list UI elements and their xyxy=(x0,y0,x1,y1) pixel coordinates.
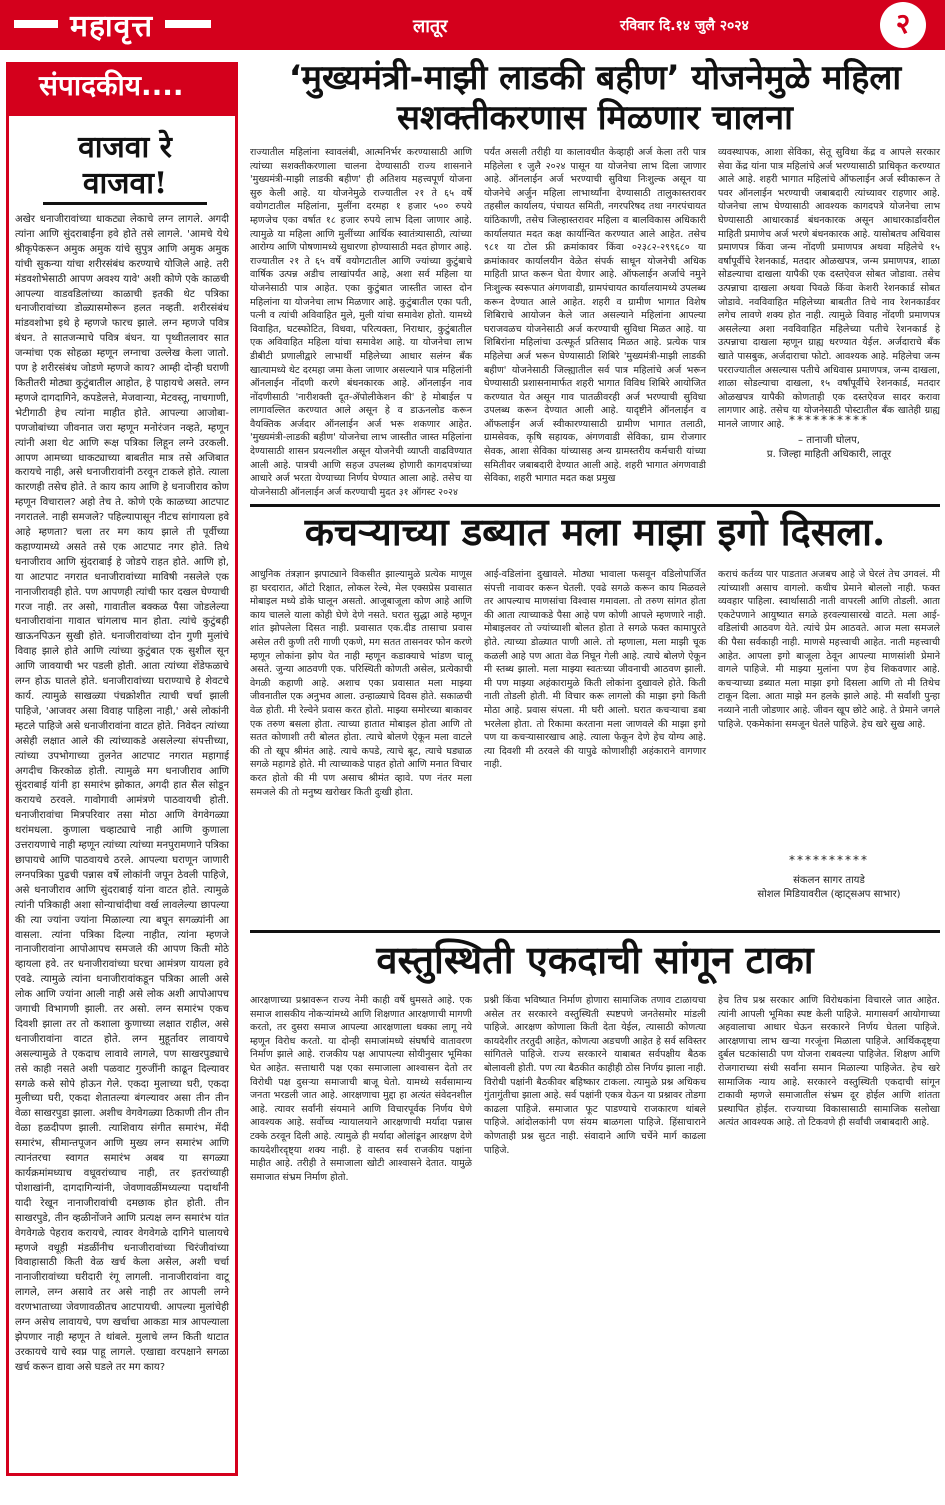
article2-col1: आधुनिक तंत्रज्ञान झपाट्याने विकसीत झाल्यामुळे प्रत्येक माणूस हा घरदारात, ऑटो रिक्षात, लोकल रेल्वे, मेल एक्सप्रेस प्रवासात मोबाइल मध्ये डोके घालून असतो. आजूबाजूला कोण आहे आणि काय चालले याला कोही घेणे देणे नसते. घरात सुद्धा आहे म्हणून शांत झोपलेला दिसत नाही. प्रवासात एक.दीड तासाचा प्रवास असेल तरी कुणी तरी गाणी एकणे, मग सतत तासनवर फोन करणे म्हणून लोकांना झोप येत नाही म्हणून कडाक्याचे भांडण चालू असते. जुन्या आठवणी एक. परिस्थिती कोणती असेल, प्रत्येकाची वेगळी कहाणी आहे. अशाच एका प्रवासात मला माझ्या जीवनातील एक अनुभव आला. उन्हाळ्याचे दिवस होते. सकाळची वेळ होती. मी रेल्वेने प्रवास करत होतो. माझ्या समोरच्या बाकावर एक तरुण बसला होता. त्याच्या हातात मोबाइल होता आणि तो सतत कोणाशी तरी बोलत होता. त्याचे बोलणे ऐकून मला वाटले की तो खूप श्रीमंत आहे. त्याचे कपडे, त्याचे बूट, त्याचे घड्याळ सगळे महागडे होते. मी त्याच्याकडे पाहत होतो आणि मनात विचार करत होतो की मी पण असाच श्रीमंत व्हावे. पण नंतर मला समजले की तो मनुष्य खरोखर किती दुःखी होता. xyxy=(250,569,472,798)
article2-col3 xyxy=(718,568,940,924)
article2-col2: आई-वडिलांना दुखावले. मोठ्या भावाला फसवून वडिलोपार्जित संपत्ती नावावर करून घेतली. एवढे सगळे करून काय मिळवले तर आपल्याच माणसांचा विश्वास गमावला. तो तरुण सांगत होता की आता त्याच्याकडे पैसा आहे पण कोणी आपले म्हणणारे नाही. मोबाइलवर तो ज्यांच्याशी बोलत होता ते सगळे फक्त कामापुरते होते. त्याच्या डोळ्यात पाणी आले. तो म्हणाला, मला माझी चूक कळली आहे पण आता वेळ निघून गेली आहे. त्याचे बोलणे ऐकून मी स्तब्ध झालो. मला माझ्या स्वतःच्या जीवनाची आठवण झाली. मी पण माझ्या अहंकारामुळे किती लोकांना दुखावले होते. किती नाती तोडली होती. मी विचार करू लागलो की माझा इगो किती मोठा आहे. प्रवास संपला. मी घरी आलो. घरात कचऱ्याचा डबा भरलेला होता. तो रिकामा करताना मला जाणवले की माझा इगो पण या कचऱ्यासारखाच आहे. त्याला फेकून देणे हेच योग्य आहे. त्या दिवशी मी ठरवले की यापुढे कोणाशीही अहंकाराने वागणार नाही. xyxy=(484,569,706,771)
article3-col1: आरक्षणाच्या प्रश्नावरून राज्य नेमी काही वर्षे धुमसते आहे. एक समाज शासकीय नोकऱ्यांमध्ये आणि शिक्षणात आरक्षणाची मागणी करतो, तर दुसरा समाज आपल्या आरक्षणाला धक्का लागू नये म्हणून विरोध करतो. या दोन्ही समाजांमध्ये संघर्षाचे वातावरण निर्माण झाले आहे. राजकीय पक्ष आपापल्या सोयीनुसार भूमिका घेत आहेत. सत्ताधारी पक्ष एका समाजाला आश्वासन देतो तर विरोधी पक्ष दुसऱ्या समाजाची बाजू घेतो. यामध्ये सर्वसामान्य जनता भरडली जात आहे. आरक्षणाचा मुद्दा हा अत्यंत संवेदनशील आहे. त्यावर सर्वांनी संयमाने आणि विचारपूर्वक निर्णय घेणे आवश्यक आहे. सर्वोच्च न्यायालयाने आरक्षणाची मर्यादा पन्नास टक्के ठरवून दिली आहे. त्यामुळे ही मर्यादा ओलांडून आरक्षण देणे कायदेशीरदृष्ट्या शक्य नाही. हे वास्तव सर्व राजकीय पक्षांना माहीत आहे. तरीही ते समाजाला खोटी आश्वासने देतात. यामुळे समाजात संभ्रम निर्माण होतो. xyxy=(250,995,472,1183)
divider-1 xyxy=(250,504,940,507)
article1-byline-title: प्र. जिल्हा माहिती अधिकारी, लातूर xyxy=(766,448,892,460)
article3-body xyxy=(250,994,940,1476)
edition-city: लातूर xyxy=(413,16,448,37)
editorial-title: वाजवा रे वाजवा! xyxy=(43,130,207,205)
article1-body xyxy=(250,146,940,498)
paper-name: महावृत्त xyxy=(70,4,153,45)
divider-2 xyxy=(250,930,940,933)
article1-col2: पर्यंत असली तरीही या कालावधीत केव्हाही अर्ज केला तरी पात्र महिलेला १ जुलै २०२४ पासून या योजनेचा लाभ दिला जाणार आहे. ऑनलाईन अर्ज भरण्याची सुविधा निःशुल्क असून या योजनेचे अर्जुन महिला लाभार्थ्यांना देण्यासाठी तालुकास्तरावर तहसील कार्यालय, पंचायत समिती, नगरपरिषद तथा नगरपंचायत यांठिकाणी, तसेच जिल्हास्तरावर महिला व बालविकास अधिकारी कार्यालयात मदत कक्ष कार्यान्वित करण्यात आले आहेत. तसेच ९८१ या टोल फ्री क्रमांकावर किंवा ०२३८२-२९९६८० या क्रमांकावर कार्यालयीन वेळेत संपर्क साधून योजनेची अधिक माहिती प्राप्त करून घेता येणार आहे. ऑफलाईन अर्जाचे नमुने निःशुल्क स्वरूपात अंगणवाडी, ग्रामपंचायत कार्यालयामध्ये उपलब्ध करून देण्यात आले आहेत. शहरी व ग्रामीण भागात विशेष शिबिराचे आयोजन केले जात असल्याने महिलांना आपल्या घराजवळच योजनेसाठी अर्ज करण्याची सुविधा मिळत आहे. या शिबिरांना महिलांचा उत्स्फूर्त प्रतिसाद मिळत आहे. प्रत्येक पात्र महिलेचा अर्ज भरून घेण्यासाठी शिबिरे 'मुख्यमंत्री-माझी लाडकी बहीण' योजनेसाठी जिल्ह्यातील सर्व पात्र महिलांचे अर्ज भरून घेण्यासाठी प्रशासनामार्फत शहरी भागात विविध शिबिरे आयोजित करण्यात येत असून गाव पातळीवरही अर्ज भरण्याची सुविधा उपलब्ध करून देण्यात आली आहे. यादृष्टीने ऑनलाईन व ऑफलाईन अर्ज स्वीकारण्यासाठी ग्रामीण भागात तलाठी, ग्रामसेवक, कृषि सहायक, अंगणवाडी सेविका, ग्राम रोजगार सेवक, आशा सेविका यांच्यासह अन्य ग्रामस्तरीय कर्मचारी यांच्या समितीवर जबाबदारी देण्यात आली आहे. शहरी भागात अंगणवाडी सेविका, शहरी भागात मदत कक्ष प्रमुख xyxy=(484,147,706,485)
article1-col3-text: व्यवस्थापक, आशा सेविका, सेतू सुविधा केंद्र व आपले सरकार सेवा केंद्र यांना पात्र महिलांचे अर्ज भरण्यासाठी प्राधिकृत करण्यात आले आहे. शहरी भागात महिलांचे ऑफलाईन अर्ज स्वीकारून ते पवर ऑनलाईन भरण्याची जबाबदारी त्यांच्यावर राहणार आहे. योजनेचा लाभ घेण्यासाठी आवश्यक कागदपत्रे योजनेचा लाभ घेण्यासाठी आधारकार्ड बंधनकारक असून आधारकार्डावरील माहिती प्रमाणेच अर्ज भरणे बंधनकारक आहे. यासोबतच अधिवास प्रमाणपत्र किंवा जन्म नोंदणी प्रमाणपत्र अथवा महिलेचे १५ वर्षांपूर्वीचे रेशनकार्ड, मतदार ओळखपत्र, जन्म प्रमाणपत्र, शाळा सोडल्याचा दाखला यापैकी एक दस्तऐवज सोबत जोडावा. तसेच उत्पन्नाचा दाखला अथवा पिवळे किंवा केशरी रेशनकार्ड सोबत जोडावे. नवविवाहित महिलेच्या बाबतीत तिचे नाव रेशनकार्डवर लगेच लावणे शक्य होत नाही. त्यामुळे विवाह नोंदणी प्रमाणपत्र असलेल्या अशा नवविवाहित महिलेच्या पतीचे रेशनकार्ड हे उत्पन्नाचा दाखला म्हणून ग्राह्य धरण्यात येईल. अर्जदाराचे बँक खाते पासबुक, अर्जदाराचा फोटो. आवश्यक आहे. महिलेचा जन्म परराज्यातील असल्यास पतीचे अधिवास प्रमाणपत्र, जन्म दाखला, शाळा सोडल्याचा दाखला, १५ वर्षांपूर्वीचे रेशनकार्ड, मतदार ओळखपत्र यापैकी कोणताही एक दस्तऐवज सादर करावा लागणार आहे. तसेच या योजनेसाठी पोस्टातील बँक खातेही ग्राह्य मानले जाणार आहे. xyxy=(718,147,940,430)
article3-col3: हेच तिच प्रश्न सरकार आणि विरोधकांना विचारले जात आहेत. त्यांनी आपली भूमिका स्पष्ट केली पाहिजे. मागासवर्ग आयोगाच्या अहवालाचा आधार घेऊन सरकारने निर्णय घेतला पाहिजे. आरक्षणाचा लाभ खऱ्या गरजूंना मिळाला पाहिजे. आर्थिकदृष्ट्या दुर्बल घटकांसाठी पण योजना राबवल्या पाहिजेत. शिक्षण आणि रोजगाराच्या संधी सर्वांना समान मिळाल्या पाहिजेत. हेच खरे सामाजिक न्याय आहे. सरकारने वस्तुस्थिती एकदाची सांगून टाकावी म्हणजे समाजातील संभ्रम दूर होईल आणि शांतता प्रस्थापित होईल. राज्याच्या विकासासाठी सामाजिक सलोखा अत्यंत आवश्यक आहे. तो टिकवणे ही सर्वांची जबाबदारी आहे. xyxy=(718,995,940,1129)
issue-date: रविवार दि.१४ जुलै २०२४ xyxy=(620,18,749,34)
editorial-body: अखेर धनाजीरावांच्या धाकट्या लेकाचे लग्न लागले. अगदी त्यांना आणि सुंदराबाईंना हवे होते तसे लागले. 'आमचे येथे श्रीकृपेकरून अमुक अमुक यांचे सुपुत्र आणि अमुक अमुक यांची सुकन्या यांचा शरीरसंबंध करण्याचे योजिले आहे. तरी मंडवशोभेसाठी आपण अवश्य यावे' अशी कोणे एके काळची आपल्या वाडवडिलांच्या काळाची इतकी थेट पत्रिका धनाजीरावांच्या डोळ्यासमोरून हलत नव्हती. शरीरसंबंध मांडवशोभा इथे हे म्हणजे फारच झाले. लग्न म्हणजे पवित्र बंधन. ते सातजन्माचे पवित्र बंधन. या पृथ्वीतलावर सात जन्मांचा एक सोहळा म्हणून लग्नाचा उल्लेख केला जातो. पण हे शरीरसंबंध जोडणे म्हणजे काय? आम्ही दोन्ही घराणी कितीतरी मोठ्या कुटुंबातील आहोत, हे पाहायचे असते. लग्न म्हणजे दागदागिने, कपडेलत्ते, मेजवान्या, मेटवस्तू, नाचगाणी, भेटीगाठी हेच त्यांना माहीत होते. आपल्या आजोबा-पणजोबांच्या जीवनात जरा म्हणून मनोरंजन नव्हते, म्हणून त्यांनी अशा थेट आणि रूक्ष पत्रिका लिहून लग्ने उरकली. आपण आमच्या धाकट्याच्या बाबतीत मात्र तसे अजिबात करायचे नाही, असे धनाजीरावांनी ठरवून टाकले होते. त्याला कारणही तसेच होते. ते काय काय आणि हे धनाजीराव कोण म्हणून विचाराल? अहो तेच ते. कोणे एके काळच्या आटपाट नगरातले. नाही समजले? पहिल्यापासून नीटच सांगायला हवे आहे म्हणता? चला तर मग काय झाले ती पूर्वीच्या कहाण्यामध्ये असते तसे एक आटपाट नगर होते. तिथे धनाजीराव आणि सुंदराबाई हे जोडपे राहत होते. आणि हो, या आटपाट नगरात धनाजीरावांच्या माविषी नसलेले एक नानाजीरावही होते. पण आपणही त्यांची फार दखल घेण्याची गरज नाही. तर असो, गावातील बक्कळ पैसा जोडलेल्या धनाजीरावांना गावात चांगलाच मान होता. त्यांचे कुटुंबही खाऊनपिऊन सुखी होते. धनाजीरावांच्या दोन गुणी मुलांचे विवाह झाले होते आणि त्यांच्या कुटुंबात एक सुशील सून आणि जावयाची भर पडली होती. आता त्यांच्या शेंडेफळाचे लग्न होऊ घातले होते. धनाजीरावांच्या घराण्याचे हे शेवटचे कार्य. त्यामुळे साखळ्या पंचक्रोशीत त्याची चर्चा झाली पाहिजे, 'आजवर असा विवाह पाहिला नाही,' असे लोकांनी म्हटले पाहिजे असे धनाजीरावांना वाटत होते. निवेदन त्यांच्या असेही लक्षात आले की त्यांच्याकडे असलेल्या संपत्तीच्या, त्यांच्या उपभोगाच्या तुलनेत आटपाट नगरात महागाई अगदीच किरकोळ होती. त्यामुळे मग धनाजीराव आणि सुंदराबाई यांनी हा समारंभ झोकात, अगदी हात सैल सोडून करायचे ठरवले. गावोगावी आमंत्रणे पाठवायची होती. धनाजीरावांचा मित्रपरिवार तसा मोठा आणि वेगवेगळ्या थरांमधला. कुणाला चव्हाट्याचे नाही आणि कुणाला उत्तरायणाचे नाही म्हणून त्यांच्या त्यांच्या मनपुरामणाने पत्रिका छापायचे आणि पाठवायचे ठरले. आपल्या घराणून जाणारी लग्नपत्रिका पुढची पन्नास वर्षे लोकांनी जपून ठेवली पाहिजे, असे धनाजीराव आणि सुंदराबाई यांना वाटत होते. त्यामुळे त्यांनी पत्रिकाही अशा सोन्याचांदीचा वर्ख लावलेल्या छापल्या की त्या ज्यांना ज्यांना मिळाल्या त्या बघून सगळ्यांनी आ वासला. त्यांना पत्रिका दिल्या नाहीत, त्यांना म्हणजे नानाजीरावांना आपोआपच समजले की आपण किती मोठे व्हायला हवे. तर धनाजीरावांच्या घरचा आमंत्रण यायला हवे एवढे. त्यामुळे त्यांना धनाजीरावांकडून पत्रिका आली असे लोक आणि ज्यांना आली नाही असे लोक अशी आपोआपच जगाची विभागणी झाली. तर असो. लग्न समारंभ एकच दिवशी झाला तर तो कशाला कुणाच्या लक्षात राहील, असे धनाजीरावांना वाटत होते. लग्न मुहूर्तावर लावायचे असल्यामुळे ते एकदाच लावावे लागले, पण साखरपुड्याचे तसे काही नसते अशी पळवाट गुरुजींनी काढून दिल्यावर सगळे कसे सोपे होऊन गेले. एकदा मुलाच्या घरी, एकदा मुलीच्या घरी, एकदा शेतातल्या बंगल्यावर असा तीन तीन वेळा साखरपुडा झाला. अशीच वेगवेगळ्या ठिकाणी तीन तीन वेळा हळदीपण झाली. त्याशिवाय संगीत समारंभ, मेंदी समारंभ, सीमान्तपूजन आणि मुख्य लग्न समारंभ आणि त्यानंतरचा स्वागत समारंभ अबब या सगळ्या कार्यक्रमांमध्याच वधूवरांच्याच नाही, तर इतरांच्याही पोशाखांनी, दागदागिन्यांनी, जेवणावळींमध्यल्या पदार्थांनी यादी रेखून नानाजीरावांची दमछाक होत होती. तीन साखरपुडे, तीन व्हळीनोंजने आणि प्रत्यक्ष लग्न समारंभ यांत वेगवेगळे पेहराव करायचे, त्यावर वेगवेगळे दागिने घालायचे म्हणजे वधूही मंडळींनीच धनाजीरावांच्या चिरंजीवांच्या विवाहासाठी किती वेळ खर्च केला असेल, अशी चर्चा नानाजीरावांच्या घरीदारी रंगू लागली. नानाजीरावांना वाटू लागले, लग्न असावे तर असे नाही तर आपली लग्ने वरणभाताच्या जेवणावळीतच आटपायची. आपल्या मुलांचेही लग्न असेच लावायचे, पण खर्चाचा आकडा मात्र आपल्याला झेपणार नाही म्हणून ते थांबले. मुलाचे लग्न किती थाटात उरकायचे याचे स्वप्न पाहू लागले. एखाद्या वरपक्षाने सगळा खर्च करून द्यावा असे घडले तर मग काय? xyxy=(15,214,229,1373)
article1-col3 xyxy=(718,146,940,498)
article1-byline-name: – तानाजी घोलप, xyxy=(798,434,860,446)
page-number: २ xyxy=(880,2,926,48)
article2-col3-text: कराचं कर्तव्य पार पाडतात अजबच आहे जे घेरलं तेच उगवलं. मी त्यांच्याशी असाच वागलो. कधीच प्रेमाने बोललो नाही. फक्त व्यवहार पाहिला. स्वार्थासाठी नाती वापरली आणि तोडली. आता एकटेपणाने आयुष्यात सगळे हरवल्यासारखे वाटते. मला आई-वडिलांची आठवण येते. त्यांचे प्रेम आठवते. आज मला समजले की पैसा सर्वकाही नाही. माणसे महत्त्वाची आहेत. नाती महत्त्वाची आहेत. आपला इगो बाजूला ठेवून आपल्या माणसांशी प्रेमाने वागले पाहिजे. मी माझ्या मुलांना पण हेच शिकवणार आहे. कचऱ्याच्या डब्यात मला माझा इगो दिसला आणि तो मी तिथेच टाकून दिला. आता माझे मन हलके झाले आहे. मी सर्वांशी पुन्हा नव्याने नाती जोडणार आहे. जीवन खूप छोटे आहे. ते प्रेमाने जगले पाहिजे. एकमेकांना समजून घेतले पाहिजे. हेच खरे सुख आहे. xyxy=(718,569,940,730)
article2-headline: कचऱ्याच्या डब्यात मला माझा इगो दिसला. xyxy=(304,509,886,554)
article2-byline-name: संकलन सागर तायडे xyxy=(793,874,865,886)
article1-headline: ‘मुख्यमंत्री-माझी लाडकी बहीण’ योजनेमुळे महिला सशक्तीकरणास मिळणार चालना xyxy=(288,58,902,138)
article3-headline: वस्तुस्थिती एकदाची सांगून टाका xyxy=(376,938,814,982)
masthead xyxy=(0,0,945,50)
article3-col2: प्रश्नी किंवा भविष्यात निर्माण होणारा सामाजिक तणाव टाळायचा असेल तर सरकारने वस्तुस्थिती स्पष्टपणे जनतेसमोर मांडली पाहिजे. आरक्षण कोणाला किती देता येईल, त्यासाठी कोणत्या कायदेशीर तरतुदी आहेत, कोणत्या अडचणी आहेत हे सर्व सविस्तर सांगितले पाहिजे. राज्य सरकारने याबाबत सर्वपक्षीय बैठक बोलावली होती. पण त्या बैठकीत काहीही ठोस निर्णय झाला नाही. विरोधी पक्षांनी बैठकीवर बहिष्कार टाकला. त्यामुळे प्रश्न अधिकच गुंतागुंतीचा झाला आहे. सर्व पक्षांनी एकत्र येऊन या प्रश्नावर तोडगा काढला पाहिजे. समाजात फूट पाडण्याचे राजकारण थांबले पाहिजे. आंदोलकांनी पण संयम बाळगला पाहिजे. हिंसाचाराने कोणताही प्रश्न सुटत नाही. संवादाने आणि चर्चेने मार्ग काढला पाहिजे. xyxy=(484,995,706,1156)
article1-stars: ********** xyxy=(789,413,869,427)
editorial-sidebar xyxy=(6,62,238,1476)
article2-byline-title: सोशल मिडियावरील (व्हाट्सअप साभार) xyxy=(757,888,901,900)
article2-body xyxy=(250,568,940,924)
editorial-label: संपादकीय.... xyxy=(9,62,235,116)
article2-stars: ********** xyxy=(789,853,869,867)
article1-col1: राज्यातील महिलांना स्वावलंबी, आत्मनिर्भर करण्यासाठी आणि त्यांच्या सशक्तीकरणाला चालना देण्यासाठी राज्य शासनाने 'मुख्यमंत्री-माझी लाडकी बहीण' ही अतिशय महत्त्वपूर्ण योजना सुरु केली आहे. या योजनेमुळे राज्यातील २१ ते ६५ वर्षे वयोगटातील महिलांना, मुलींना दरमहा १ हजार ५०० रुपये म्हणजेच एका वर्षात १८ हजार रुपये लाभ दिला जाणार आहे. त्यामुळे या महिला आणि मुलींच्या आर्थिक स्वातंत्र्यासाठी, त्यांच्या आरोग्य आणि पोषणामध्ये सुधारणा होण्यासाठी मदत होणार आहे. राज्यातील २१ ते ६५ वर्षे वयोगटातील आणि ज्यांच्या कुटुंबाचे वार्षिक उत्पन्न अडीच लाखांपर्यंत आहे, अशा सर्व महिला या योजनेसाठी पात्र आहेत. एका कुटुंबात जास्तीत जास्त दोन महिलांना या योजनेचा लाभ मिळणार आहे. कुटुंबातील एका पती, पत्नी व त्यांची अविवाहित मुले, मुली यांचा समावेश होतो. यामध्ये विवाहित, घटस्फोटित, विधवा, परित्यक्ता, निराधार, कुटुंबातील एक अविवाहित महिला यांचा समावेश आहे. या योजनेचा लाभ डीबीटी प्रणालीद्वारे लाभार्थी महिलेच्या आधार सलंग्न बँक खात्यामध्ये थेट दरमहा जमा केला जाणार असल्याने पात्र महिलांनी ऑनलाईन नोंदणी करणे बंधनकारक आहे. ऑनलाईन नाव नोंदणीसाठी 'नारीशक्ती दूत-ॲपोलीकेशन की' हे मोबाईल प लागावल्लित करण्यात आले असून हे व डाऊनलोड करून वैयक्तिक अर्जदार ऑनलाईन अर्ज भरू शकणार आहेत. 'मुख्यमंत्री-लाडकी बहीण' योजनेचा लाभ जास्तीत जास्त महिलांना देण्यासाठी शासन प्रयत्नशील असून योजनेची व्याप्ती वाढविण्यात आली आहे. पात्रची आणि सहज उपलब्ध होणारी कागदपत्रांच्या आधारे अर्ज भरता येण्याच्या निर्णय घेण्यात आला आहे. तसेच या योजनेसाठी ऑनलाईन अर्ज करण्याची मुदत ३१ ऑगस्ट २०२४ xyxy=(250,147,472,498)
